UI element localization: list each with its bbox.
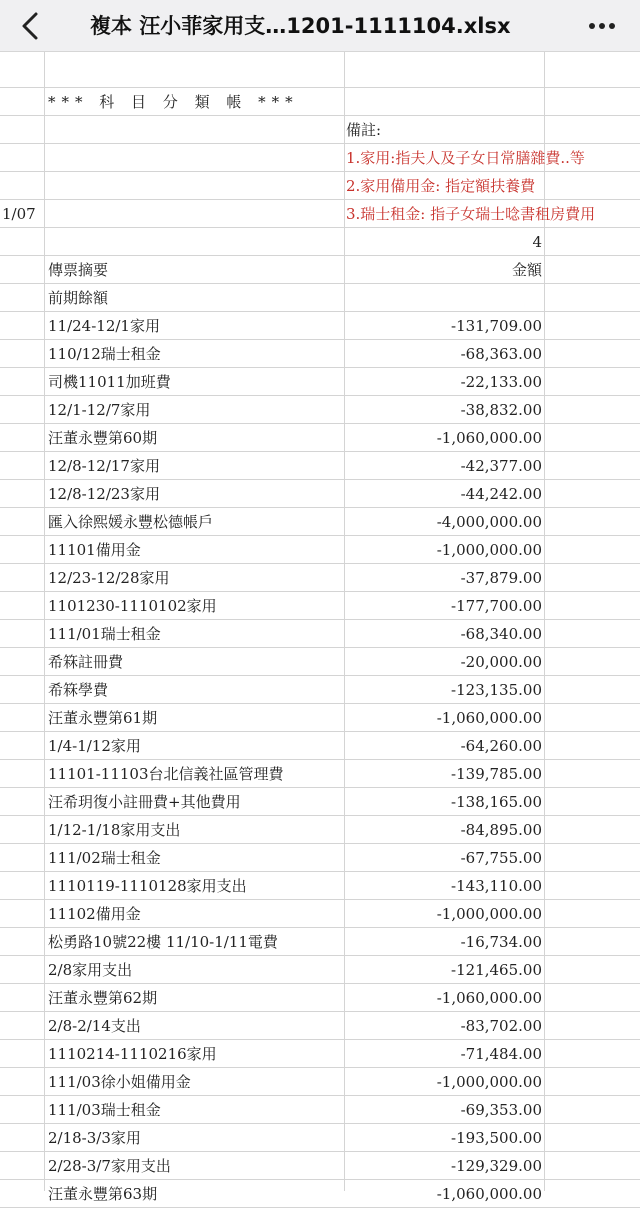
table-row[interactable] — [0, 592, 640, 620]
note-item: 2.家用備用金: 指定額扶養費 — [346, 177, 536, 195]
entry-amount: -129,329.00 — [451, 1157, 542, 1175]
table-row[interactable] — [0, 60, 640, 88]
table-row[interactable] — [0, 144, 640, 172]
entry-description: 汪董永豐第62期 — [48, 989, 158, 1007]
note-item: 3.瑞士租金: 指子女瑞士唸書租房費用 — [346, 205, 596, 223]
table-row[interactable] — [0, 956, 640, 984]
note-item: 1.家用:指夫人及子女日常膳雜費..等 — [346, 149, 585, 167]
entry-description: 汪董永豐第61期 — [48, 709, 158, 727]
table-row[interactable] — [0, 1124, 640, 1152]
table-row[interactable] — [0, 480, 640, 508]
spreadsheet-grid[interactable] — [0, 52, 640, 1203]
table-row[interactable] — [0, 284, 640, 312]
date-fragment: 1/07 — [2, 205, 36, 223]
table-row[interactable] — [0, 312, 640, 340]
table-row[interactable] — [0, 1040, 640, 1068]
entry-description: 11101備用金 — [48, 541, 141, 559]
entry-amount: -69,353.00 — [460, 1101, 542, 1119]
entry-description: 12/1-12/7家用 — [48, 401, 151, 419]
entry-description: 司機11011加班費 — [48, 373, 171, 391]
table-row[interactable] — [0, 1152, 640, 1180]
entry-description: 2/8家用支出 — [48, 961, 133, 979]
table-row[interactable] — [0, 732, 640, 760]
table-row[interactable] — [0, 1012, 640, 1040]
table-row[interactable] — [0, 704, 640, 732]
entry-amount: -4,000,000.00 — [436, 513, 542, 531]
entry-amount: -193,500.00 — [451, 1129, 542, 1147]
entry-amount: -177,700.00 — [451, 597, 542, 615]
table-row[interactable] — [0, 452, 640, 480]
entry-description: 1/12-1/18家用支出 — [48, 821, 181, 839]
entry-amount: -22,133.00 — [460, 373, 542, 391]
entry-description: 12/8-12/17家用 — [48, 457, 160, 475]
table-row[interactable] — [0, 424, 640, 452]
entry-amount: -84,895.00 — [460, 821, 542, 839]
entry-amount: -64,260.00 — [460, 737, 542, 755]
table-row[interactable] — [0, 788, 640, 816]
entry-description: 11101-11103台北信義社區管理費 — [48, 765, 284, 783]
entry-amount: -44,242.00 — [460, 485, 542, 503]
entry-description: 松勇路10號22樓 11/10-1/11電費 — [48, 933, 278, 951]
entry-description: 111/01瑞士租金 — [48, 625, 161, 643]
entry-amount: -1,000,000.00 — [436, 1073, 542, 1091]
more-dots-icon — [580, 8, 624, 44]
entry-description: 匯入徐熙媛永豐松德帳戶 — [48, 513, 214, 531]
entry-description: 2/18-3/3家用 — [48, 1129, 141, 1147]
entry-description: 12/8-12/23家用 — [48, 485, 160, 503]
table-row[interactable] — [0, 1096, 640, 1124]
entry-description: 1/4-1/12家用 — [48, 737, 141, 755]
entry-description: 汪希玥復小註冊費+其他費用 — [48, 793, 241, 811]
table-row[interactable] — [0, 340, 640, 368]
entry-description: 汪董永豐第63期 — [48, 1185, 158, 1203]
table-row[interactable] — [0, 396, 640, 424]
entry-amount: -1,060,000.00 — [436, 709, 542, 727]
table-row[interactable] — [0, 900, 640, 928]
entry-description: 11102備用金 — [48, 905, 141, 923]
table-row[interactable] — [0, 676, 640, 704]
opening-balance-label: 前期餘額 — [48, 289, 109, 307]
table-row[interactable] — [0, 368, 640, 396]
entry-amount: -1,060,000.00 — [436, 989, 542, 1007]
entry-description: 111/03瑞士租金 — [48, 1101, 161, 1119]
table-row[interactable] — [0, 872, 640, 900]
table-row[interactable] — [0, 648, 640, 676]
table-row[interactable] — [0, 928, 640, 956]
file-title: 複本 汪小菲家用支…1201-1111104.xlsx — [90, 14, 511, 38]
table-row[interactable] — [0, 1068, 640, 1096]
entry-description: 111/03徐小姐備用金 — [48, 1073, 191, 1091]
table-row[interactable] — [0, 620, 640, 648]
app-top-bar — [0, 0, 640, 52]
entry-amount: -71,484.00 — [460, 1045, 542, 1063]
page-number: 4 — [532, 233, 542, 251]
entry-description: 希箖學費 — [48, 681, 109, 699]
entry-amount: -20,000.00 — [460, 653, 542, 671]
entry-description: 2/28-3/7家用支出 — [48, 1157, 171, 1175]
entry-amount: -138,165.00 — [451, 793, 542, 811]
entry-amount: -1,060,000.00 — [436, 429, 542, 447]
table-row[interactable] — [0, 508, 640, 536]
entry-amount: -1,000,000.00 — [436, 905, 542, 923]
table-row[interactable] — [0, 116, 640, 144]
entry-amount: -42,377.00 — [460, 457, 542, 475]
entry-amount: -1,000,000.00 — [436, 541, 542, 559]
table-row[interactable] — [0, 816, 640, 844]
entry-description: 汪董永豐第60期 — [48, 429, 158, 447]
more-options-button[interactable] — [580, 8, 624, 44]
table-row[interactable] — [0, 200, 640, 228]
entry-amount: -38,832.00 — [460, 401, 542, 419]
note-label: 備註: — [346, 121, 382, 139]
entry-amount: -68,363.00 — [460, 345, 542, 363]
entry-amount: -123,135.00 — [451, 681, 542, 699]
table-row[interactable] — [0, 536, 640, 564]
table-row[interactable] — [0, 564, 640, 592]
table-row[interactable] — [0, 1180, 640, 1208]
entry-amount: -143,110.00 — [451, 877, 542, 895]
entry-description: 2/8-2/14支出 — [48, 1017, 141, 1035]
table-header-row[interactable] — [0, 256, 640, 284]
entry-description: 1110214-1110216家用 — [48, 1045, 217, 1063]
entry-amount: -37,879.00 — [460, 569, 542, 587]
chevron-left-icon — [14, 6, 50, 46]
table-row[interactable] — [0, 984, 640, 1012]
column-header-description: 傳票摘要 — [48, 261, 109, 279]
entry-description: 110/12瑞士租金 — [48, 345, 161, 363]
entry-amount: -121,465.00 — [451, 961, 542, 979]
entry-description: 12/23-12/28家用 — [48, 569, 170, 587]
table-row[interactable] — [0, 760, 640, 788]
entry-amount: -139,785.00 — [451, 765, 542, 783]
entry-description: 1110119-1110128家用支出 — [48, 877, 247, 895]
ledger-title: *** 科 目 分 類 帳 *** — [48, 93, 299, 111]
entry-amount: -16,734.00 — [460, 933, 542, 951]
table-row[interactable] — [0, 172, 640, 200]
entry-amount: -131,709.00 — [451, 317, 542, 335]
entry-description: 1101230-1110102家用 — [48, 597, 217, 615]
back-button[interactable] — [14, 6, 50, 46]
entry-amount: -1,060,000.00 — [436, 1185, 542, 1203]
entry-amount: -68,340.00 — [460, 625, 542, 643]
entry-amount: -83,702.00 — [460, 1017, 542, 1035]
entry-description: 希箖註冊費 — [48, 653, 124, 671]
table-row[interactable] — [0, 88, 640, 116]
entry-description: 111/02瑞士租金 — [48, 849, 161, 867]
table-row[interactable] — [0, 228, 640, 256]
column-header-amount: 金額 — [511, 261, 542, 279]
entry-description: 11/24-12/1家用 — [48, 317, 160, 335]
table-row[interactable] — [0, 844, 640, 872]
entry-amount: -67,755.00 — [460, 849, 542, 867]
